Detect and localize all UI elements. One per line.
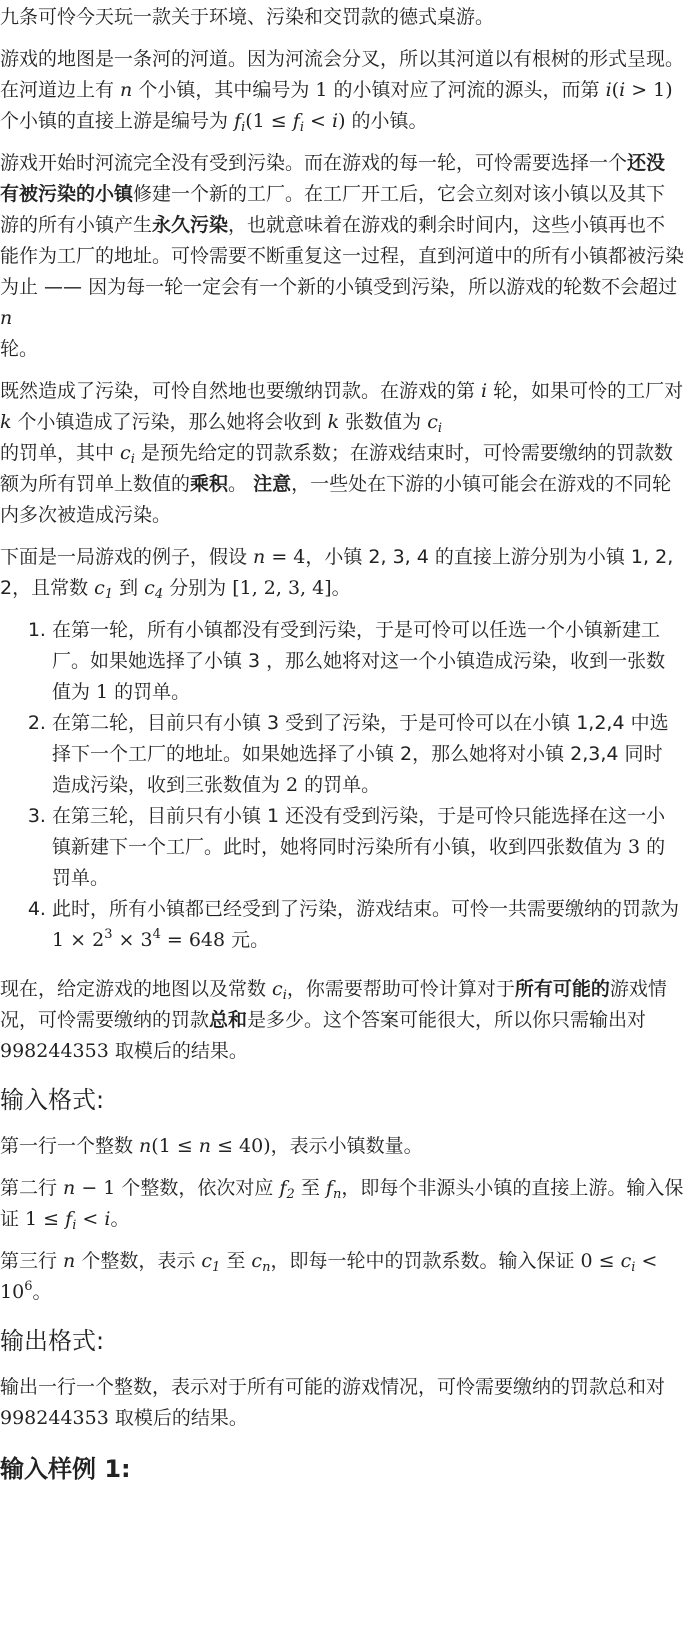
- fine-paragraph: 既然造成了污染，可怜自然地也要缴纳罚款。在游戏的第 i 轮，如果可怜的工厂对 k 个小镇造成了污染，那么她将会收到 k 张数值为 $c_i$ 的罚单，其中 $c_i$ 是预先给定的罚款系数；在游戏结束时，可怜需要缴纳的罚款数额为所有罚单上数值的乘积。 注意，一些处在下游的小镇可能会在游戏的不同轮内多次被造成污染。: [0, 380, 684, 526]
- input-line-2: 第二行 n − 1 个整数，依次对应 $f_2$ 至 $f_n$，即每个非源头小镇的直接上游。输入保证 $1 \le f_i < i$。: [0, 1177, 684, 1233]
- input-line-3: 第三行 n 个整数，表示 $c_1$ 至 $c_n$，即每一轮中的罚款系数。输入保证 $0 \le c_i < 10^6$。: [0, 1250, 658, 1303]
- emphasis-all-possible: 所有可能的: [514, 978, 610, 1000]
- intro-paragraph: 九条可怜今天玩一款关于环境、污染和交罚款的德式桌游。: [0, 6, 495, 28]
- sample-input-heading: 输入样例 1:: [0, 1455, 131, 1483]
- modulus: 998244353: [0, 1040, 109, 1062]
- math-n: n: [120, 79, 133, 101]
- input-format-heading: 输入格式:: [0, 1086, 105, 1114]
- rule-paragraph: 游戏开始时河流完全没有受到污染。而在游戏的每一轮，可怜需要选择一个还没有被污染的小镇修建一个新的工厂。在工厂开工后，它会立刻对该小镇以及其下游的所有小镇产生永久污染，也就意味着在游戏的剩余时间内，这些小镇再也不能作为工厂的地址。可怜需要不断重复这一过程，直到河道中的所有小镇都被污染为止 —— 因为每一轮一定会有一个新的小镇受到污染，所以游戏的轮数不会超过 n 轮。: [0, 152, 684, 360]
- map-paragraph: 游戏的地图是一条河的河道。因为河流会分叉，所以其河道以有根树的形式呈现。在河道边上有 n 个小镇，其中编号为 1 的小镇对应了河流的源头，而第 i(i > 1) 个小镇的直接上游是编号为 $f_i(1 \le f_i < i)$ 的小镇。: [0, 48, 684, 135]
- example-paragraph: 下面是一局游戏的例子，假设 n = 4，小镇 2, 3, 4 的直接上游分别为小镇 1, 2, 2，且常数 $c_1$ 到 $c_4$ 分别为 [1, 2, 3, 4]。: [0, 546, 674, 602]
- list-item: 3. 在第三轮，目前只有小镇 1 还没有受到污染，于是可怜只能选择在这一小镇新建下一个工厂。此时，她将同时污染所有小镇，收到四张数值为 3 的罚单。: [52, 801, 684, 894]
- example-steps: [0, 615, 684, 956]
- math-one: 1: [315, 79, 328, 101]
- input-line-1: 第一行一个整数 n(1 ≤ n ≤ 40)，表示小镇数量。: [0, 1135, 423, 1157]
- list-item: 1. 在第一轮，所有小镇都没有受到污染，于是可怜可以任选一个小镇新建工厂。如果她选择了小镇 3 ，那么她将对这一个小镇造成污染，收到一张数值为 1 的罚单。: [52, 615, 684, 708]
- emphasis-product: 乘积: [190, 473, 229, 495]
- math-i-gt-1: i: [605, 79, 612, 101]
- emphasis-sum: 总和: [209, 1009, 248, 1031]
- emphasis-note: 注意: [253, 473, 292, 495]
- math-fi-range: $f_i$: [234, 110, 246, 135]
- emphasis-permanent: 永久污染: [152, 214, 229, 236]
- output-format-heading: 输出格式:: [0, 1327, 105, 1355]
- task-paragraph: 现在，给定游戏的地图以及常数 $c_i$，你需要帮助可怜计算对于所有可能的游戏情况，可怜需要缴纳的罚款总和是多少。这个答案可能很大，所以你只需输出对 998244353 取模后的结果。: [0, 978, 667, 1062]
- output-description: 输出一行一个整数，表示对于所有可能的游戏情况，可怜需要缴纳的罚款总和对 998244353 取模后的结果。: [0, 1376, 666, 1429]
- list-item: 2. 在第二轮，目前只有小镇 3 受到了污染，于是可怜可以在小镇 1,2,4 中选择下一个工厂的地址。如果她选择了小镇 2，那么她将对小镇 2,3,4 同时造成污染，收到三张数值为 2 的罚单。: [52, 708, 684, 801]
- emphasis-unpolluted: 还没有被污染的小镇: [0, 152, 666, 205]
- list-item: 4. 此时，所有小镇都已经受到了污染，游戏结束。可怜一共需要缴纳的罚款为 $1 \times 2^3 \times 3^4 = 648$ 元。: [52, 894, 684, 956]
